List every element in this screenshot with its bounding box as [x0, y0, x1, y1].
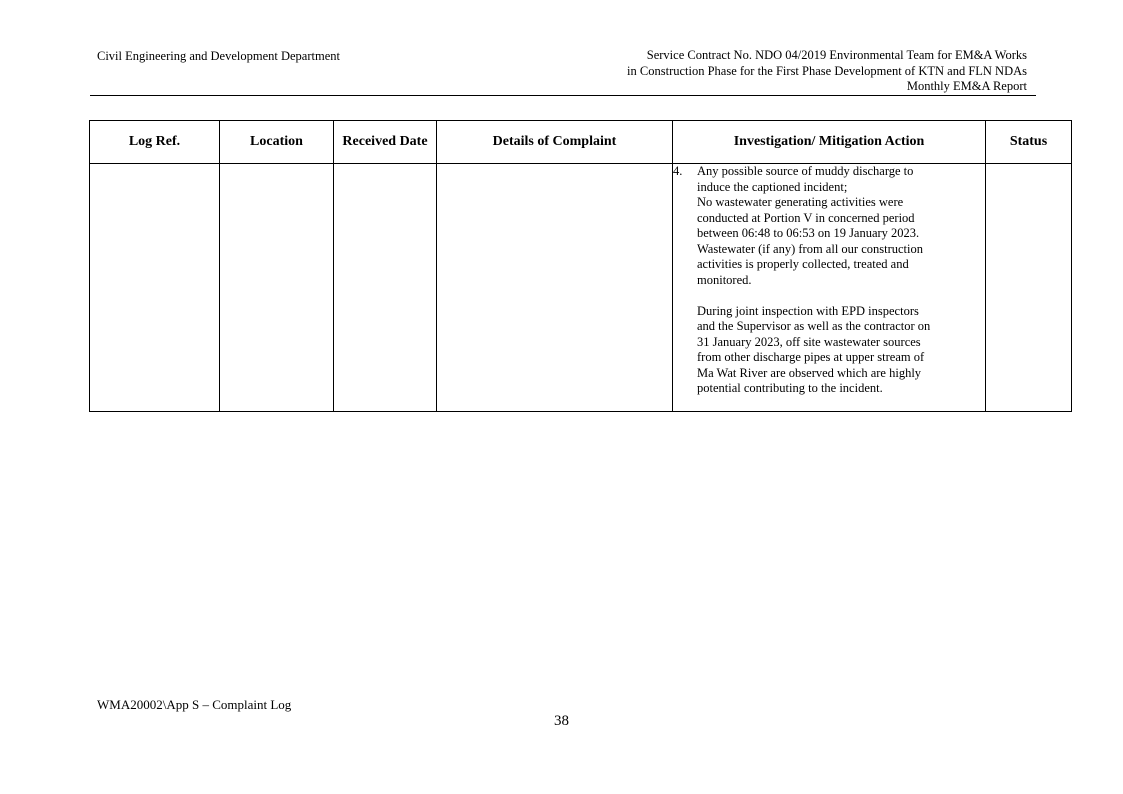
column-header-location: Location: [220, 121, 334, 164]
complaint-log-table: [89, 120, 1072, 412]
cell-details: [437, 164, 673, 412]
action-line: conducted at Portion V in concerned period: [697, 210, 915, 225]
action-item-body: [697, 164, 930, 397]
action-line: During joint inspection with EPD inspectors: [697, 303, 919, 318]
action-line: activities is properly collected, treated and: [697, 257, 909, 271]
column-header-details: Details of Complaint: [437, 121, 673, 164]
column-header-log-ref: Log Ref.: [90, 121, 220, 164]
header-right: [507, 48, 1027, 95]
header-left: Civil Engineering and Development Department: [97, 49, 340, 63]
column-header-received-date: Received Date: [334, 121, 437, 164]
action-line: between 06:48 to 06:53 on 19 January 2023.: [697, 226, 920, 240]
cell-received-date: [334, 164, 437, 412]
action-line: from other discharge pipes at upper stream of: [697, 350, 925, 364]
cell-location: [220, 164, 334, 412]
action-line: potential contributing to the incident.: [697, 381, 883, 395]
header-phase-line: in Construction Phase for the First Phase Development of KTN and FLN NDAs: [627, 63, 1027, 78]
action-item-number: 4.: [673, 164, 683, 178]
column-header-status: Status: [986, 121, 1072, 164]
header-rule: [90, 95, 1036, 96]
action-line: induce the captioned incident;: [697, 179, 848, 194]
column-header-action: Investigation/ Mitigation Action: [673, 121, 986, 164]
action-line: monitored.: [697, 272, 752, 287]
action-line: 31 January 2023, off site wastewater sources: [697, 334, 921, 349]
page-number: 38: [554, 713, 569, 729]
cell-status: [986, 164, 1072, 412]
footer-reference: WMA20002\App S – Complaint Log: [97, 697, 292, 712]
table-row: [90, 164, 1072, 412]
action-line: No wastewater generating activities were: [697, 195, 904, 209]
action-line: Any possible source of muddy discharge to: [697, 164, 914, 178]
action-line: Ma Wat River are observed which are highly: [697, 365, 922, 380]
action-item: [673, 164, 985, 397]
cell-log-ref: [90, 164, 220, 412]
header-report-line: Monthly EM&A Report: [906, 79, 1027, 93]
header-contract-line: Service Contract No. NDO 04/2019 Environmental Team for EM&A Works: [646, 48, 1027, 62]
cell-action: [673, 164, 986, 412]
action-line: and the Supervisor as well as the contractor on: [697, 319, 931, 333]
table-header-row: [90, 121, 1072, 164]
action-line: Wastewater (if any) from all our construction: [697, 241, 923, 256]
